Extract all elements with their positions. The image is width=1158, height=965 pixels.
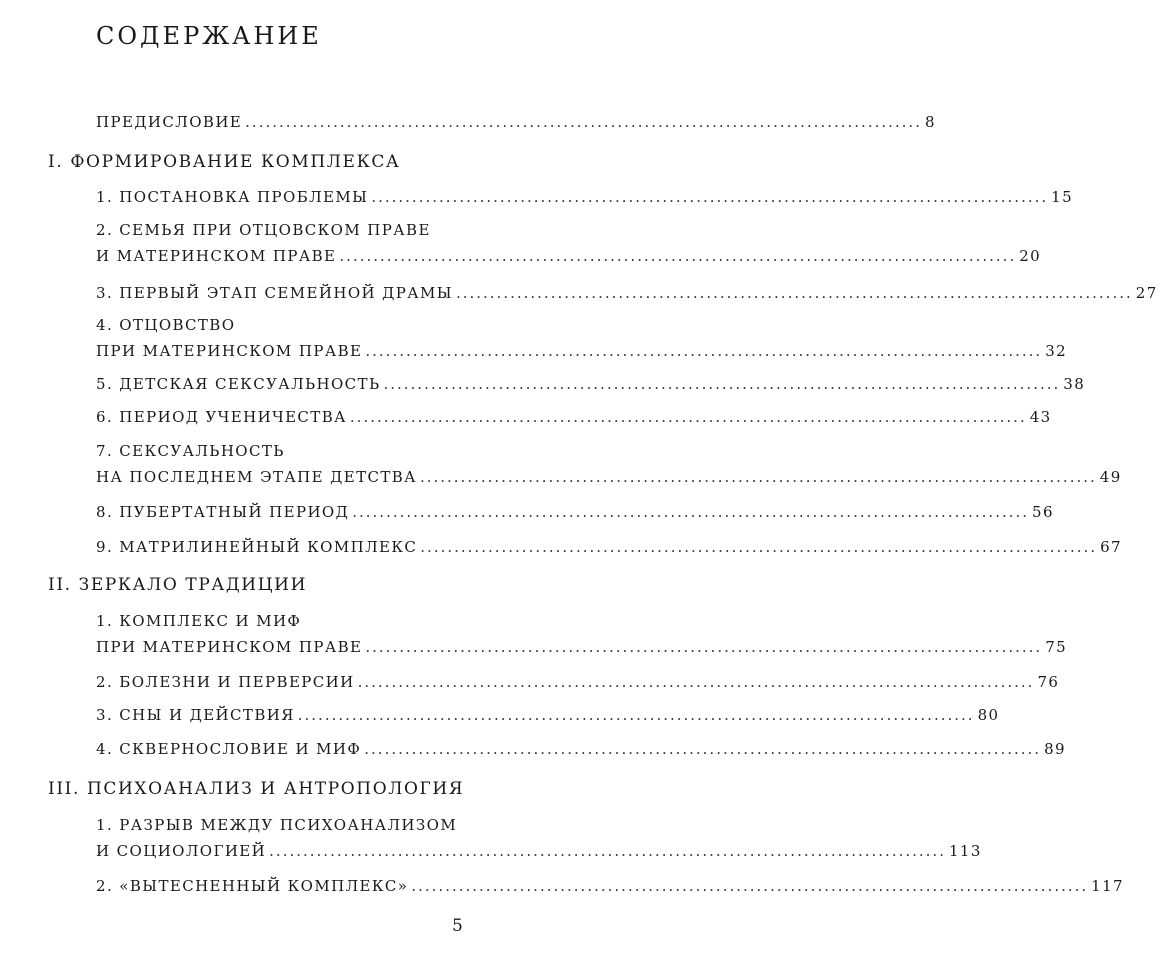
toc-entry[interactable] [96, 740, 1066, 758]
toc-entry-page: 113 [948, 842, 982, 860]
toc-entry-page: 89 [1044, 740, 1066, 758]
toc-entry[interactable] [96, 538, 1122, 556]
toc-entry-preface[interactable] [96, 113, 936, 131]
toc-entry-page: 32 [1045, 342, 1068, 360]
toc-entry[interactable] [96, 877, 1125, 895]
toc-entry-title-line2: И МАТЕРИНСКОМ ПРАВЕ [96, 247, 337, 265]
dot-leader: .................................................................................................... [352, 503, 1030, 521]
toc-entry-title: 6. ПЕРИОД УЧЕНИЧЕСТВА [96, 408, 347, 426]
toc-entry-page: 117 [1091, 877, 1125, 895]
toc-entry[interactable] [96, 503, 1054, 521]
part-heading[interactable]: III. ПСИХОАНАЛИЗ И АНТРОПОЛОГИЯ [48, 779, 465, 799]
toc-entry-page: 15 [1051, 188, 1074, 206]
toc-entry-page: 20 [1019, 247, 1042, 265]
toc-entry-page: 27 [1135, 284, 1158, 302]
dot-leader: .................................................................................................... [365, 638, 1043, 656]
dot-leader: .................................................................................................... [419, 468, 1097, 486]
dot-leader: .................................................................................................... [339, 247, 1017, 265]
toc-entry[interactable] [96, 408, 1052, 426]
toc-entry-title-line1: 1. КОМПЛЕКС И МИФ [96, 612, 302, 630]
dot-leader: .................................................................................................... [420, 538, 1098, 556]
toc-entry-page: 80 [977, 706, 1000, 724]
toc-entry-title: 2. «ВЫТЕСНЕННЫЙ КОМПЛЕКС» [96, 877, 409, 895]
toc-entry-title-line1: 1. РАЗРЫВ МЕЖДУ ПСИХОАНАЛИЗОМ [96, 816, 458, 834]
toc-entry-title: 3. ПЕРВЫЙ ЭТАП СЕМЕЙНОЙ ДРАМЫ [96, 284, 453, 302]
toc-entry[interactable] [96, 284, 1158, 302]
toc-entry[interactable] [96, 612, 1068, 656]
toc-entry-title-line1: 2. СЕМЬЯ ПРИ ОТЦОВСКОМ ПРАВЕ [96, 221, 431, 239]
dot-leader: .................................................................................................... [357, 673, 1035, 691]
dot-leader: .................................................................................................... [383, 375, 1061, 393]
toc-entry-title: ПРЕДИСЛОВИЕ [96, 113, 243, 131]
part-heading[interactable]: I. ФОРМИРОВАНИЕ КОМПЛЕКСА [48, 152, 401, 172]
dot-leader: .................................................................................................... [455, 284, 1133, 302]
toc-entry[interactable] [96, 673, 1060, 691]
dot-leader: .................................................................................................... [269, 842, 946, 860]
toc-entry-page: 43 [1029, 408, 1052, 426]
toc-entry-title: 4. СКВЕРНОСЛОВИЕ И МИФ [96, 740, 362, 758]
toc-entry[interactable] [96, 706, 1000, 724]
toc-entry[interactable] [96, 221, 1042, 265]
dot-leader: .................................................................................................... [364, 740, 1042, 758]
toc-entry[interactable] [96, 816, 982, 860]
toc-entry-title: 9. МАТРИЛИНЕЙНЫЙ КОМПЛЕКС [96, 538, 418, 556]
toc-entry-title-line2: ПРИ МАТЕРИНСКОМ ПРАВЕ [96, 638, 363, 656]
toc-entry-title: 1. ПОСТАНОВКА ПРОБЛЕМЫ [96, 188, 369, 206]
page-number: 5 [452, 916, 463, 936]
toc-entry-title: 8. ПУБЕРТАТНЫЙ ПЕРИОД [96, 503, 350, 521]
toc-entry-page: 67 [1100, 538, 1122, 556]
dot-leader: .................................................................................................... [245, 113, 922, 131]
toc-entry-page: 76 [1037, 673, 1060, 691]
toc-entry-title: 5. ДЕТСКАЯ СЕКСУАЛЬНОСТЬ [96, 375, 381, 393]
toc-entry-title: 3. СНЫ И ДЕЙСТВИЯ [96, 706, 295, 724]
toc-entry-title-line1: 7. СЕКСУАЛЬНОСТЬ [96, 442, 285, 460]
toc-entry-page: 56 [1032, 503, 1054, 521]
toc-entry-page: 8 [924, 113, 936, 131]
toc-entry[interactable] [96, 442, 1122, 486]
toc-entry[interactable] [96, 316, 1068, 360]
toc-entry-title: 2. БОЛЕЗНИ И ПЕРВЕРСИИ [96, 673, 355, 691]
toc-entry-title-line2: НА ПОСЛЕДНЕМ ЭТАПЕ ДЕТСТВА [96, 468, 417, 486]
toc-entry-page: 38 [1063, 375, 1086, 393]
toc-entry-title-line1: 4. ОТЦОВСТВО [96, 316, 236, 334]
toc-entry-title-line2: ПРИ МАТЕРИНСКОМ ПРАВЕ [96, 342, 363, 360]
dot-leader: .................................................................................................... [349, 408, 1027, 426]
dot-leader: .................................................................................................... [365, 342, 1043, 360]
toc-entry-page: 49 [1099, 468, 1122, 486]
page-title: СОДЕРЖАНИЕ [96, 22, 322, 50]
dot-leader: .................................................................................................... [297, 706, 975, 724]
dot-leader: .................................................................................................... [371, 188, 1049, 206]
dot-leader: .................................................................................................... [411, 877, 1089, 895]
toc-entry[interactable] [96, 188, 1074, 206]
toc-entry[interactable] [96, 375, 1086, 393]
part-heading[interactable]: II. ЗЕРКАЛО ТРАДИЦИИ [48, 575, 308, 595]
toc-entry-title-line2: И СОЦИОЛОГИЕЙ [96, 842, 267, 860]
toc-entry-page: 75 [1045, 638, 1068, 656]
